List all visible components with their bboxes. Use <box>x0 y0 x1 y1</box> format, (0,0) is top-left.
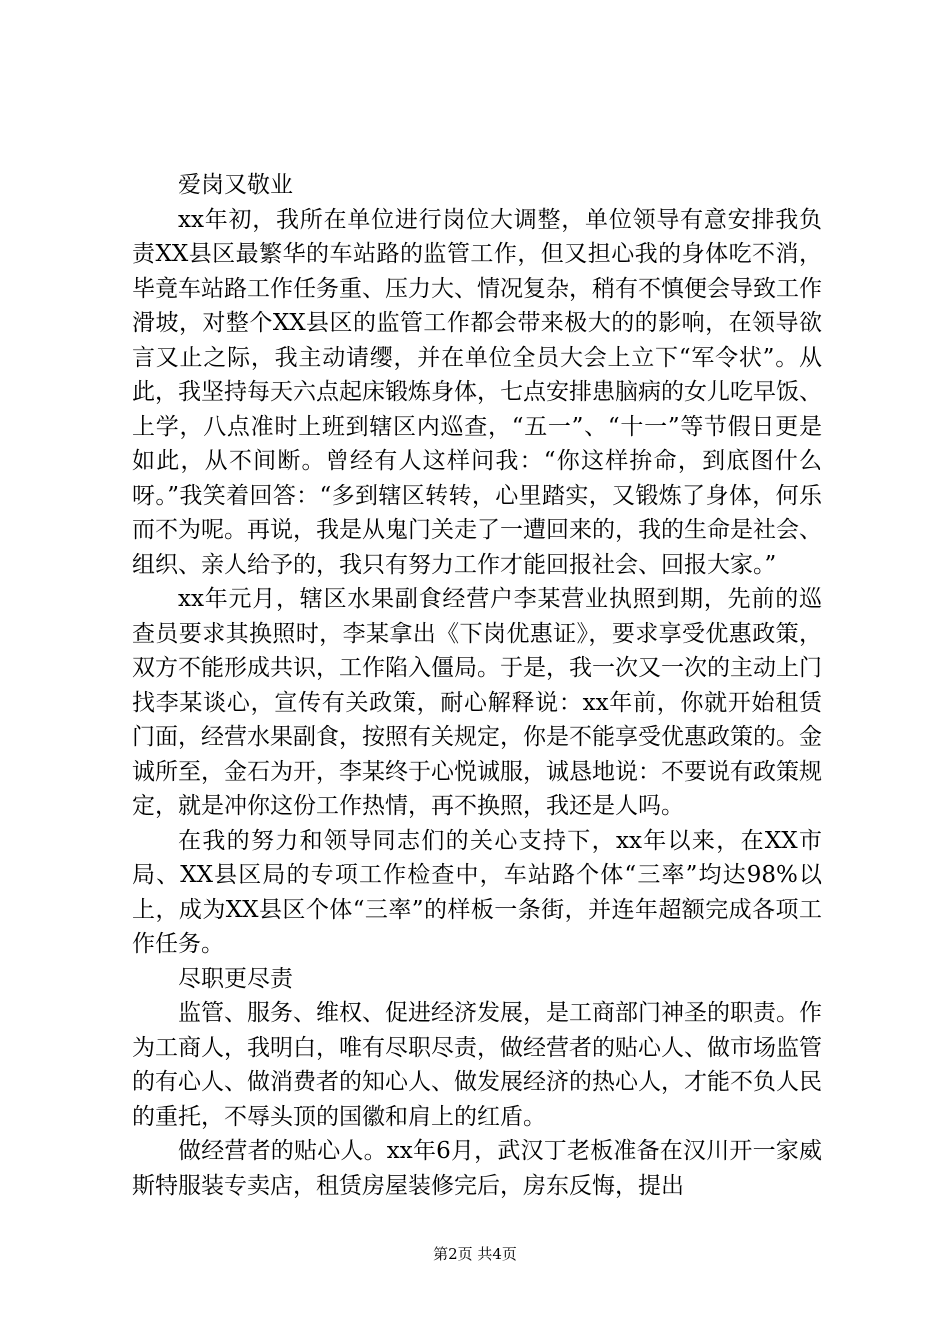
paragraph: xx年初，我所在单位进行岗位大调整，单位领导有意安排我负责XX县区最繁华的车站路的监管工作，但又担心我的身体吃不消，毕竟车站路工作任务重、压力大、情况复杂，稍有不慎便会导致工作滑坡，对整个XX县区的监管工作都会带来极大的的影响，在领导欲言又止之际，我主动请缨，并在单位全员大会上立下“军令状”。从此，我坚持每天六点起床锻炼身体，七点安排患脑病的女儿吃早饭、上学，八点准时上班到辖区内巡查，“五一”、“十一”等节假日更是如此，从不间断。曾经有人这样问我：“你这样拚命，到底图什么呀。”我笑着回答：“多到辖区转转，心里踏实，又锻炼了身体，何乐而不为呢。再说，我是从鬼门关走了一遭回来的，我的生命是社会、组织、亲人给予的，我只有努力工作才能回报社会、回报大家。” <box>132 206 822 578</box>
paragraph: 监管、服务、维权、促进经济发展，是工商部门神圣的职责。作为工商人，我明白，唯有尽职尽责，做经营者的贴心人、做市场监管的有心人、做消费者的知心人、做发展经济的热心人，才能不负人民的重托，不辱头顶的国徽和肩上的红盾。 <box>132 1000 822 1130</box>
paragraph: xx年元月，辖区水果副食经营户李某营业执照到期，先前的巡查员要求其换照时，李某拿出《下岗优惠证》，要求享受优惠政策，双方不能形成共识，工作陷入僵局。于是，我一次又一次的主动上门找李某谈心，宣传有关政策，耐心解释说：xx年前，你就开始租赁门面，经营水果副食，按照有关规定，你是不能享受优惠政策的。金诚所至，金石为开，李某终于心悦诚服，诚恳地说：不要说有政策规定，就是冲你这份工作热情，再不换照，我还是人吗。 <box>132 586 822 819</box>
paragraph: 在我的努力和领导同志们的关心支持下，xx年以来，在XX市局、XX县区局的专项工作检查中，车站路个体“三率”均达98%以上，成为XX县区个体“三率”的样板一条街，并连年超额完成各项工作任务。 <box>132 827 822 957</box>
section-heading: 爱岗又敬业 <box>178 172 293 198</box>
page-footer: 第2页 共4页 <box>433 1245 517 1263</box>
section-heading: 尽职更尽责 <box>178 965 293 992</box>
paragraph: 做经营者的贴心人。xx年6月，武汉丁老板准备在汉川开一家威斯特服装专卖店，租赁房屋装修完后，房东反悔，提出 <box>132 1138 822 1199</box>
document-body <box>132 168 822 1203</box>
